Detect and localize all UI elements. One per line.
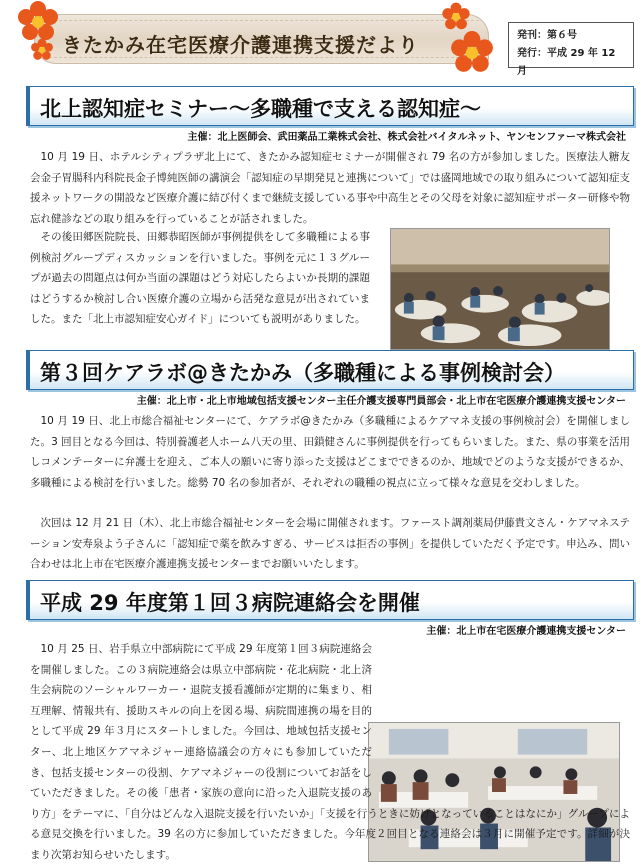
- section-host: 主催：北上医師会、武田薬品工業株式会社、株式会社バイタルネット、ヤンセンファーマ株式会社: [187, 132, 626, 143]
- flower-icon: [441, 2, 471, 32]
- section-heading: [26, 580, 634, 620]
- flower-icon: [30, 38, 54, 62]
- seminar-photo: [390, 228, 610, 350]
- section-title: 平成 29 年度第１回３病院連絡会を開催: [40, 591, 420, 615]
- article-paragraph: 10 月 25 日、岩手県立中部病院にて平成 29 年度第１回３病院連絡会を開催しました。この３病院連絡会は県立中部病院・花北病院・北上済生会病院のソーシャルワーカー・退院支援看護師が定期的に集まり、相互理解、情報共有、援助スキルの向上を図る場、病院間連携の場を目的として平成 29 年３月にスタートしました。今回は、地域包括支援センター、北上地区ケアマネジャー連絡協議会の方々にも参加していただき、包括支援センターの役割、ケアマネジャーの役割についてお話をしていただきました。その後「患者・家族の意向に沿った入退院支援のあり方」をテーマに、「自分はどんな入退院支援を行いたいか」「支援を行うときに妨げとなっていることはなにか」グループによる意見交換を行いました。39 名の方に参加していただきました。今年度２回目となる連絡会は３月に開催予定です。詳細が決まり次第お知らせいたします。: [30, 643, 630, 861]
- section-heading: [26, 86, 634, 126]
- section-title: 北上認知症セミナー〜多職種で支える認知症〜: [40, 97, 481, 121]
- section-host: 主催：北上市在宅医療介護連携支援センター: [426, 626, 626, 637]
- masthead: [0, 0, 640, 86]
- issue-number: 発刊：第６号: [517, 30, 577, 41]
- photo-spacer: [372, 721, 630, 803]
- article-paragraph: その後田郷医院院長、田郷恭昭医師が事例提供をして多職種による事例検討グループディスカッションを行いました。事例を元に１３グループが過去の問題点は何か当面の課題はどう対応したらよいか長期的課題はどうするか検討し合い医療介護の立場から活発な意見が出されていました。また「北上市認知症安心ガイド」についても説明がありました。: [30, 231, 370, 326]
- section-host: 主催：北上市・北上市地域包括支援センター主任介護支援専門員部会・北上市在宅医療介護連携支援センター: [136, 396, 626, 407]
- section-title: 第３回ケアラボ@きたかみ（多職種による事例検討会）: [40, 361, 565, 385]
- newsletter-title: きたかみ在宅医療介護連携支援だより: [62, 33, 419, 57]
- article-paragraph: 次回は 12 月 21 日（木）、北上市総合福祉センターを会場に開催されます。ファースト調剤薬局伊藤貴文さん・ケアマネステーション安寿泉よう子さんに「認知症で薬を飲みすぎる、サービスは拒否の事例」を提供していただく予定です。申込み、問い合わせは北上市在宅医療介護連携支援センターまでお願いいたします。: [30, 517, 630, 571]
- article-paragraph: 10 月 19 日、ホテルシティプラザ北上にて、きたかみ認知症セミナーが開催され 79 名の方が参加しました。医療法人糖友会金子胃腸科内科院長金子博純医師の講演会「認知症の早期発見と連携について」では盛岡地域での取り組みについて認知症支援ネットワークの開設など医療介護に結び付くまで継続支援している事や中高生とその父母を対象に認知症サポーター研修や物忘れ健診などの取り組みを行っていることが話されました。: [30, 151, 630, 225]
- flower-icon: [449, 30, 495, 76]
- article-paragraph: 10 月 19 日、北上市総合福祉センターにて、ケアラボ@きたかみ（多職種によるケアマネ支援の事例検討会）を開催しました。3 回目となる今回は、特別養護老人ホーム八天の里、田鎖健さんに事例提供を行ってもらいました。また、県の事業を活用しコメンテーターに弁護士を迎え、ご本人の願いに寄り添った支援はどこまでできるのか、地域でどのような支援ができるか、多職種による検討を行いました。総勢 70 名の参加者が、それぞれの職種の視点に立って様々な意見を交わしました。: [30, 415, 630, 489]
- section-heading: [26, 350, 634, 390]
- issue-date: 発行：平成 29 年 12 月: [517, 48, 616, 77]
- article-body: [30, 639, 630, 867]
- issue-info-box: [508, 22, 634, 77]
